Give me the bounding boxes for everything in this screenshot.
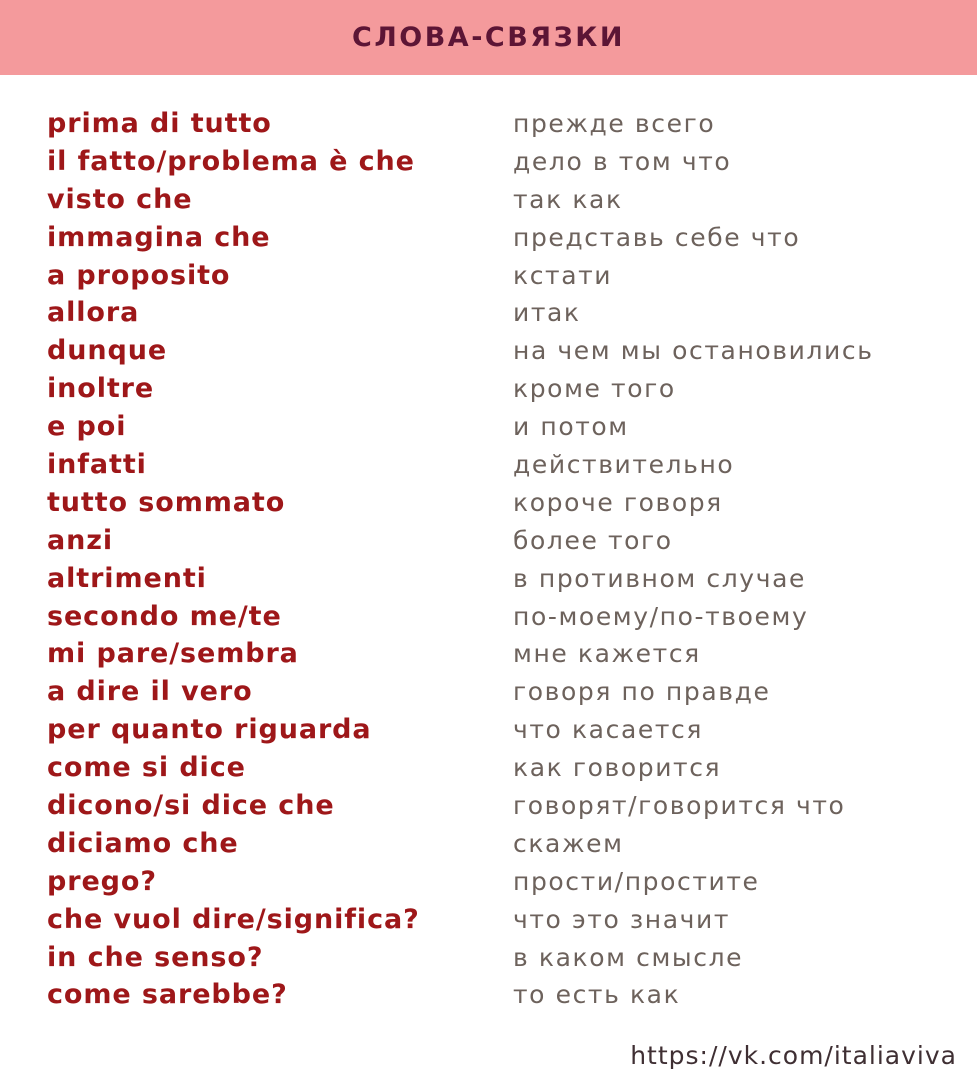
italian-phrase: inoltre [47,373,155,405]
russian-translation: короче говоря [513,487,723,517]
italian-phrase: infatti [47,449,147,481]
russian-translation: то есть как [513,980,681,1010]
phrase-row [0,863,977,901]
italian-phrase: a dire il vero [47,676,253,708]
phrase-row [0,143,977,181]
header-banner [0,0,977,75]
russian-translation: в каком смысле [513,942,744,972]
italian-phrase: visto che [47,183,193,215]
italian-phrase: tutto sommato [47,486,286,518]
italian-phrase: mi pare/sembra [47,638,299,670]
italian-phrase: dicono/si dice che [47,790,335,822]
russian-translation: в противном случае [513,563,806,593]
page-title: СЛОВА-СВЯЗКИ [352,22,625,53]
phrase-list [0,105,977,1014]
phrase-row [0,976,977,1014]
italian-phrase: come si dice [47,752,246,784]
phrase-row [0,787,977,825]
italian-phrase: diciamo che [47,827,239,859]
italian-phrase: immagina che [47,221,271,253]
source-link[interactable]: https://vk.com/italiaviva [630,1041,957,1070]
italian-phrase: dunque [47,335,168,367]
phrase-row [0,257,977,295]
russian-translation: итак [513,298,581,328]
italian-phrase: per quanto riguarda [47,714,372,746]
italian-phrase: altrimenti [47,562,207,594]
phrase-row [0,560,977,598]
phrase-row [0,408,977,446]
italian-phrase: secondo me/te [47,600,282,632]
russian-translation: прежде всего [513,109,716,138]
russian-translation: прости/простите [513,866,760,896]
phrase-row [0,711,977,749]
phrase-row [0,635,977,673]
phrase-row [0,825,977,863]
phrase-row [0,332,977,370]
phrase-row [0,598,977,636]
russian-translation: кроме того [513,374,676,404]
russian-translation: действительно [513,450,735,480]
phrase-row [0,673,977,711]
russian-translation: скажем [513,828,624,858]
russian-translation: на чем мы остановились [513,336,874,366]
phrase-row [0,901,977,939]
italian-phrase: prima di tutto [47,108,272,139]
russian-translation: говоря по правде [513,677,771,707]
russian-translation: дело в том что [513,146,732,176]
italian-phrase: a proposito [47,259,231,291]
phrase-row [0,484,977,522]
phrase-row [0,522,977,560]
russian-translation: мне кажется [513,639,701,669]
russian-translation: и потом [513,412,629,442]
italian-phrase: come sarebbe? [47,979,288,1011]
russian-translation: по-моему/по-твоему [513,601,809,631]
phrase-row [0,939,977,977]
italian-phrase: che vuol dire/significa? [47,903,420,935]
russian-translation: более того [513,525,673,555]
russian-translation: что касается [513,715,703,745]
phrase-row [0,749,977,787]
russian-translation: кстати [513,260,613,290]
phrase-row [0,294,977,332]
italian-phrase: anzi [47,524,114,556]
italian-phrase: prego? [47,865,157,897]
phrase-row [0,219,977,257]
russian-translation: говорят/говорится что [513,791,846,821]
italian-phrase: e poi [47,411,127,443]
russian-translation: что это значит [513,904,731,934]
russian-translation: представь себе что [513,222,801,252]
italian-phrase: in che senso? [47,941,264,973]
italian-phrase: il fatto/problema è che [47,145,415,177]
phrase-row [0,105,977,143]
phrase-row [0,370,977,408]
phrase-row [0,181,977,219]
phrase-row [0,446,977,484]
russian-translation: так как [513,184,623,214]
russian-translation: как говорится [513,753,722,783]
italian-phrase: allora [47,297,140,329]
